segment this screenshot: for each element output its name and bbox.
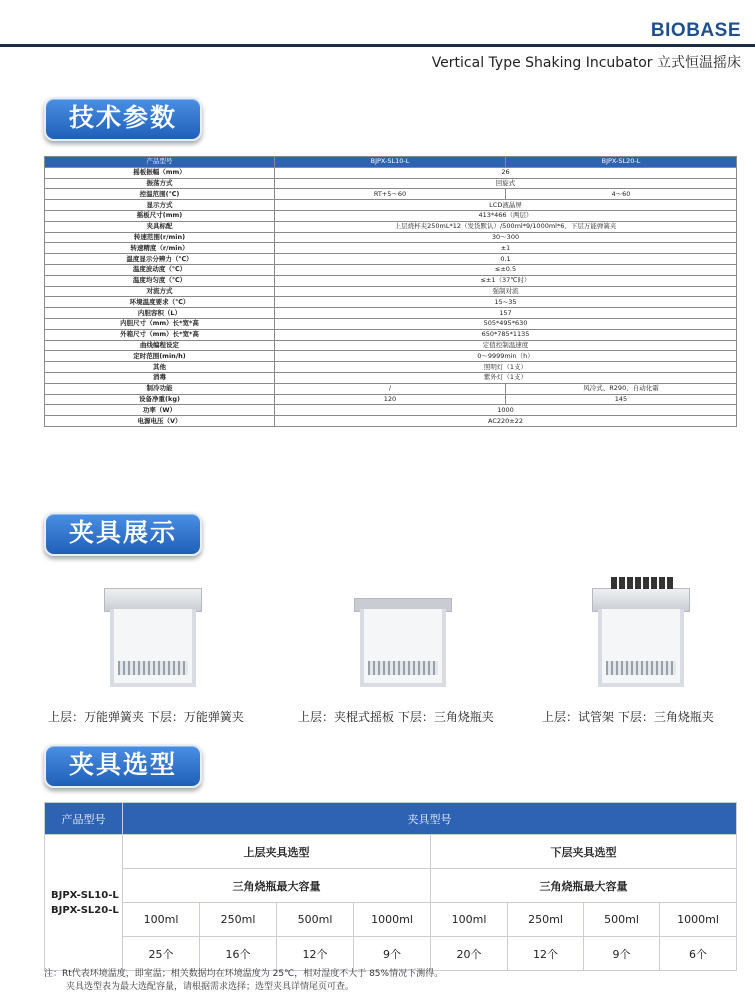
header-divider [0,44,755,47]
selection-model-1: BJPX-SL10-L [51,889,119,901]
lower-count-cell: 12个 [508,937,584,971]
fixture-caption-3: 上层：试管架 下层：三角烧瓶夹 [542,710,714,724]
spec-label: 转速精度（r/min） [45,243,275,254]
spec-row [45,416,737,427]
spec-table [44,156,737,427]
spec-value-model-b: 145 [506,394,737,405]
upper-count-cell: 9个 [354,937,431,971]
spec-row [45,394,737,405]
spec-header-model-b: BJPX-SL20-L [506,157,737,168]
lower-fixture-subtitle: 三角烧瓶最大容量 [431,869,737,903]
spec-value: 定值控制温速度 [275,340,737,351]
spec-value-model-a: RT+5～60 [275,189,506,200]
fixture-image-spring-clamps [100,574,210,694]
spec-label: 环境温度要求（℃） [45,297,275,308]
spec-header-row [45,157,737,168]
spec-value: 强制对流 [275,286,737,297]
spec-row [45,318,737,329]
product-subtitle: Vertical Type Shaking Incubator 立式恒温摇床 [431,55,741,71]
spec-label: 显示方式 [45,200,275,211]
spec-label: 内胆容积（L） [45,308,275,319]
upper-size-cell: 100ml [123,903,200,937]
upper-count-cell: 25个 [123,937,200,971]
spec-value: 650*785*1135 [275,329,737,340]
spec-row [45,372,737,383]
section-title-specs: 技术参数 [44,97,202,141]
spec-value: 26 [275,167,737,178]
spec-label: 摇板振幅（mm） [45,167,275,178]
lower-count-cell: 20个 [431,937,508,971]
lower-count-cell: 6个 [660,937,737,971]
selection-title-row [45,835,737,869]
spec-value: ≤±1（37℃时） [275,275,737,286]
lower-size-cell: 500ml [584,903,660,937]
spec-label: 定时范围(min/h) [45,351,275,362]
spec-row [45,405,737,416]
spec-label: 设备净重(kg) [45,394,275,405]
spec-header-model-a: BJPX-SL10-L [275,157,506,168]
spec-value: 413*466（两层） [275,210,737,221]
spec-row [45,254,737,265]
spec-label: 电源电压（V） [45,416,275,427]
spec-label: 消毒 [45,372,275,383]
selection-header-model: 产品型号 [45,803,123,835]
section-title-fixtures: 夹具展示 [44,512,202,556]
lower-size-cell: 1000ml [660,903,737,937]
spec-value-model-a: / [275,383,506,394]
selection-table [44,802,737,971]
spec-value: 0.1 [275,254,737,265]
spec-label: 对流方式 [45,286,275,297]
spec-row [45,286,737,297]
spec-label: 内胆尺寸（mm）长*宽*高 [45,318,275,329]
spec-row [45,178,737,189]
spec-label: 外箱尺寸（mm）长*宽*高 [45,329,275,340]
spec-row [45,308,737,319]
lower-size-cell: 100ml [431,903,508,937]
spec-value: 0～9999min（h） [275,351,737,362]
spec-label: 其他 [45,362,275,373]
spec-row [45,243,737,254]
spec-row [45,275,737,286]
spec-label: 温度显示分辨力（℃） [45,254,275,265]
spec-header-label: 产品型号 [45,157,275,168]
spec-label: 温度波动度（℃） [45,264,275,275]
fixture-caption-1: 上层：万能弹簧夹 下层：万能弹簧夹 [48,710,244,724]
spec-value: 照明灯（1支） [275,362,737,373]
spec-value-model-a: 120 [275,394,506,405]
spec-value: 157 [275,308,737,319]
spec-row [45,297,737,308]
spec-label: 夹具标配 [45,221,275,232]
spec-value: ±1 [275,243,737,254]
selection-size-row [45,903,737,937]
spec-value: 30～300 [275,232,737,243]
spec-value-model-b: 风冷式、R290、自动化霜 [506,383,737,394]
upper-size-cell: 1000ml [354,903,431,937]
fixture-gallery [40,574,740,694]
spec-row [45,200,737,211]
spec-label: 制冷功能 [45,383,275,394]
upper-fixture-subtitle: 三角烧瓶最大容量 [123,869,431,903]
selection-count-row [45,937,737,971]
spec-row [45,167,737,178]
lower-size-cell: 250ml [508,903,584,937]
selection-header-fixture: 夹具型号 [123,803,737,835]
spec-value: ≤±0.5 [275,264,737,275]
footnote-line-2: 夹具选型表为最大选配容量，请根据需求选择；选型夹具详情尾页可查。 [66,982,355,992]
spec-label: 温度均匀度（℃） [45,275,275,286]
upper-count-cell: 16个 [200,937,277,971]
spec-value: 紫外灯（1支） [275,372,737,383]
spec-row [45,189,737,200]
spec-label: 摇板尺寸(mm) [45,210,275,221]
spec-row [45,362,737,373]
spec-value: 上层烧杯夹250mL*12（发货默认）/500ml*9/1000ml*6、下层万能弹簧夹 [275,221,737,232]
selection-models [45,835,123,971]
upper-fixture-title: 上层夹具选型 [123,835,431,869]
spec-row [45,329,737,340]
spec-value: 回旋式 [275,178,737,189]
spec-label: 转速范围(r/min) [45,232,275,243]
upper-size-cell: 250ml [200,903,277,937]
spec-row [45,210,737,221]
spec-row [45,232,737,243]
footnote-line-1: 注：Rt代表环境温度，即室温；相关数据均在环境温度为 25℃，相对湿度不大于 85%情况下测得。 [44,969,444,979]
upper-count-cell: 12个 [277,937,354,971]
footnote [44,968,443,994]
fixture-caption-2: 上层：夹棍式摇板 下层：三角烧瓶夹 [298,710,494,724]
spec-row [45,264,737,275]
spec-row [45,221,737,232]
spec-value: 505*495*630 [275,318,737,329]
fixture-image-clamp-plate [350,574,460,694]
spec-label: 振荡方式 [45,178,275,189]
selection-header-row [45,803,737,835]
section-title-selection: 夹具选型 [44,744,202,788]
lower-count-cell: 9个 [584,937,660,971]
spec-label: 曲线编程设定 [45,340,275,351]
spec-value: 15~35 [275,297,737,308]
selection-model-2: BJPX-SL20-L [51,904,119,916]
spec-value: LCD液晶屏 [275,200,737,211]
brand-logo: BIOBASE [650,20,741,41]
upper-size-cell: 500ml [277,903,354,937]
selection-subtitle-row [45,869,737,903]
spec-value: 1000 [275,405,737,416]
spec-row [45,340,737,351]
spec-row [45,351,737,362]
spec-value-model-b: 4～60 [506,189,737,200]
spec-label: 控温范围(℃) [45,189,275,200]
lower-fixture-title: 下层夹具选型 [431,835,737,869]
spec-row [45,383,737,394]
spec-value: AC220±22 [275,416,737,427]
spec-label: 功率（W） [45,405,275,416]
fixture-image-tube-rack [588,574,698,694]
